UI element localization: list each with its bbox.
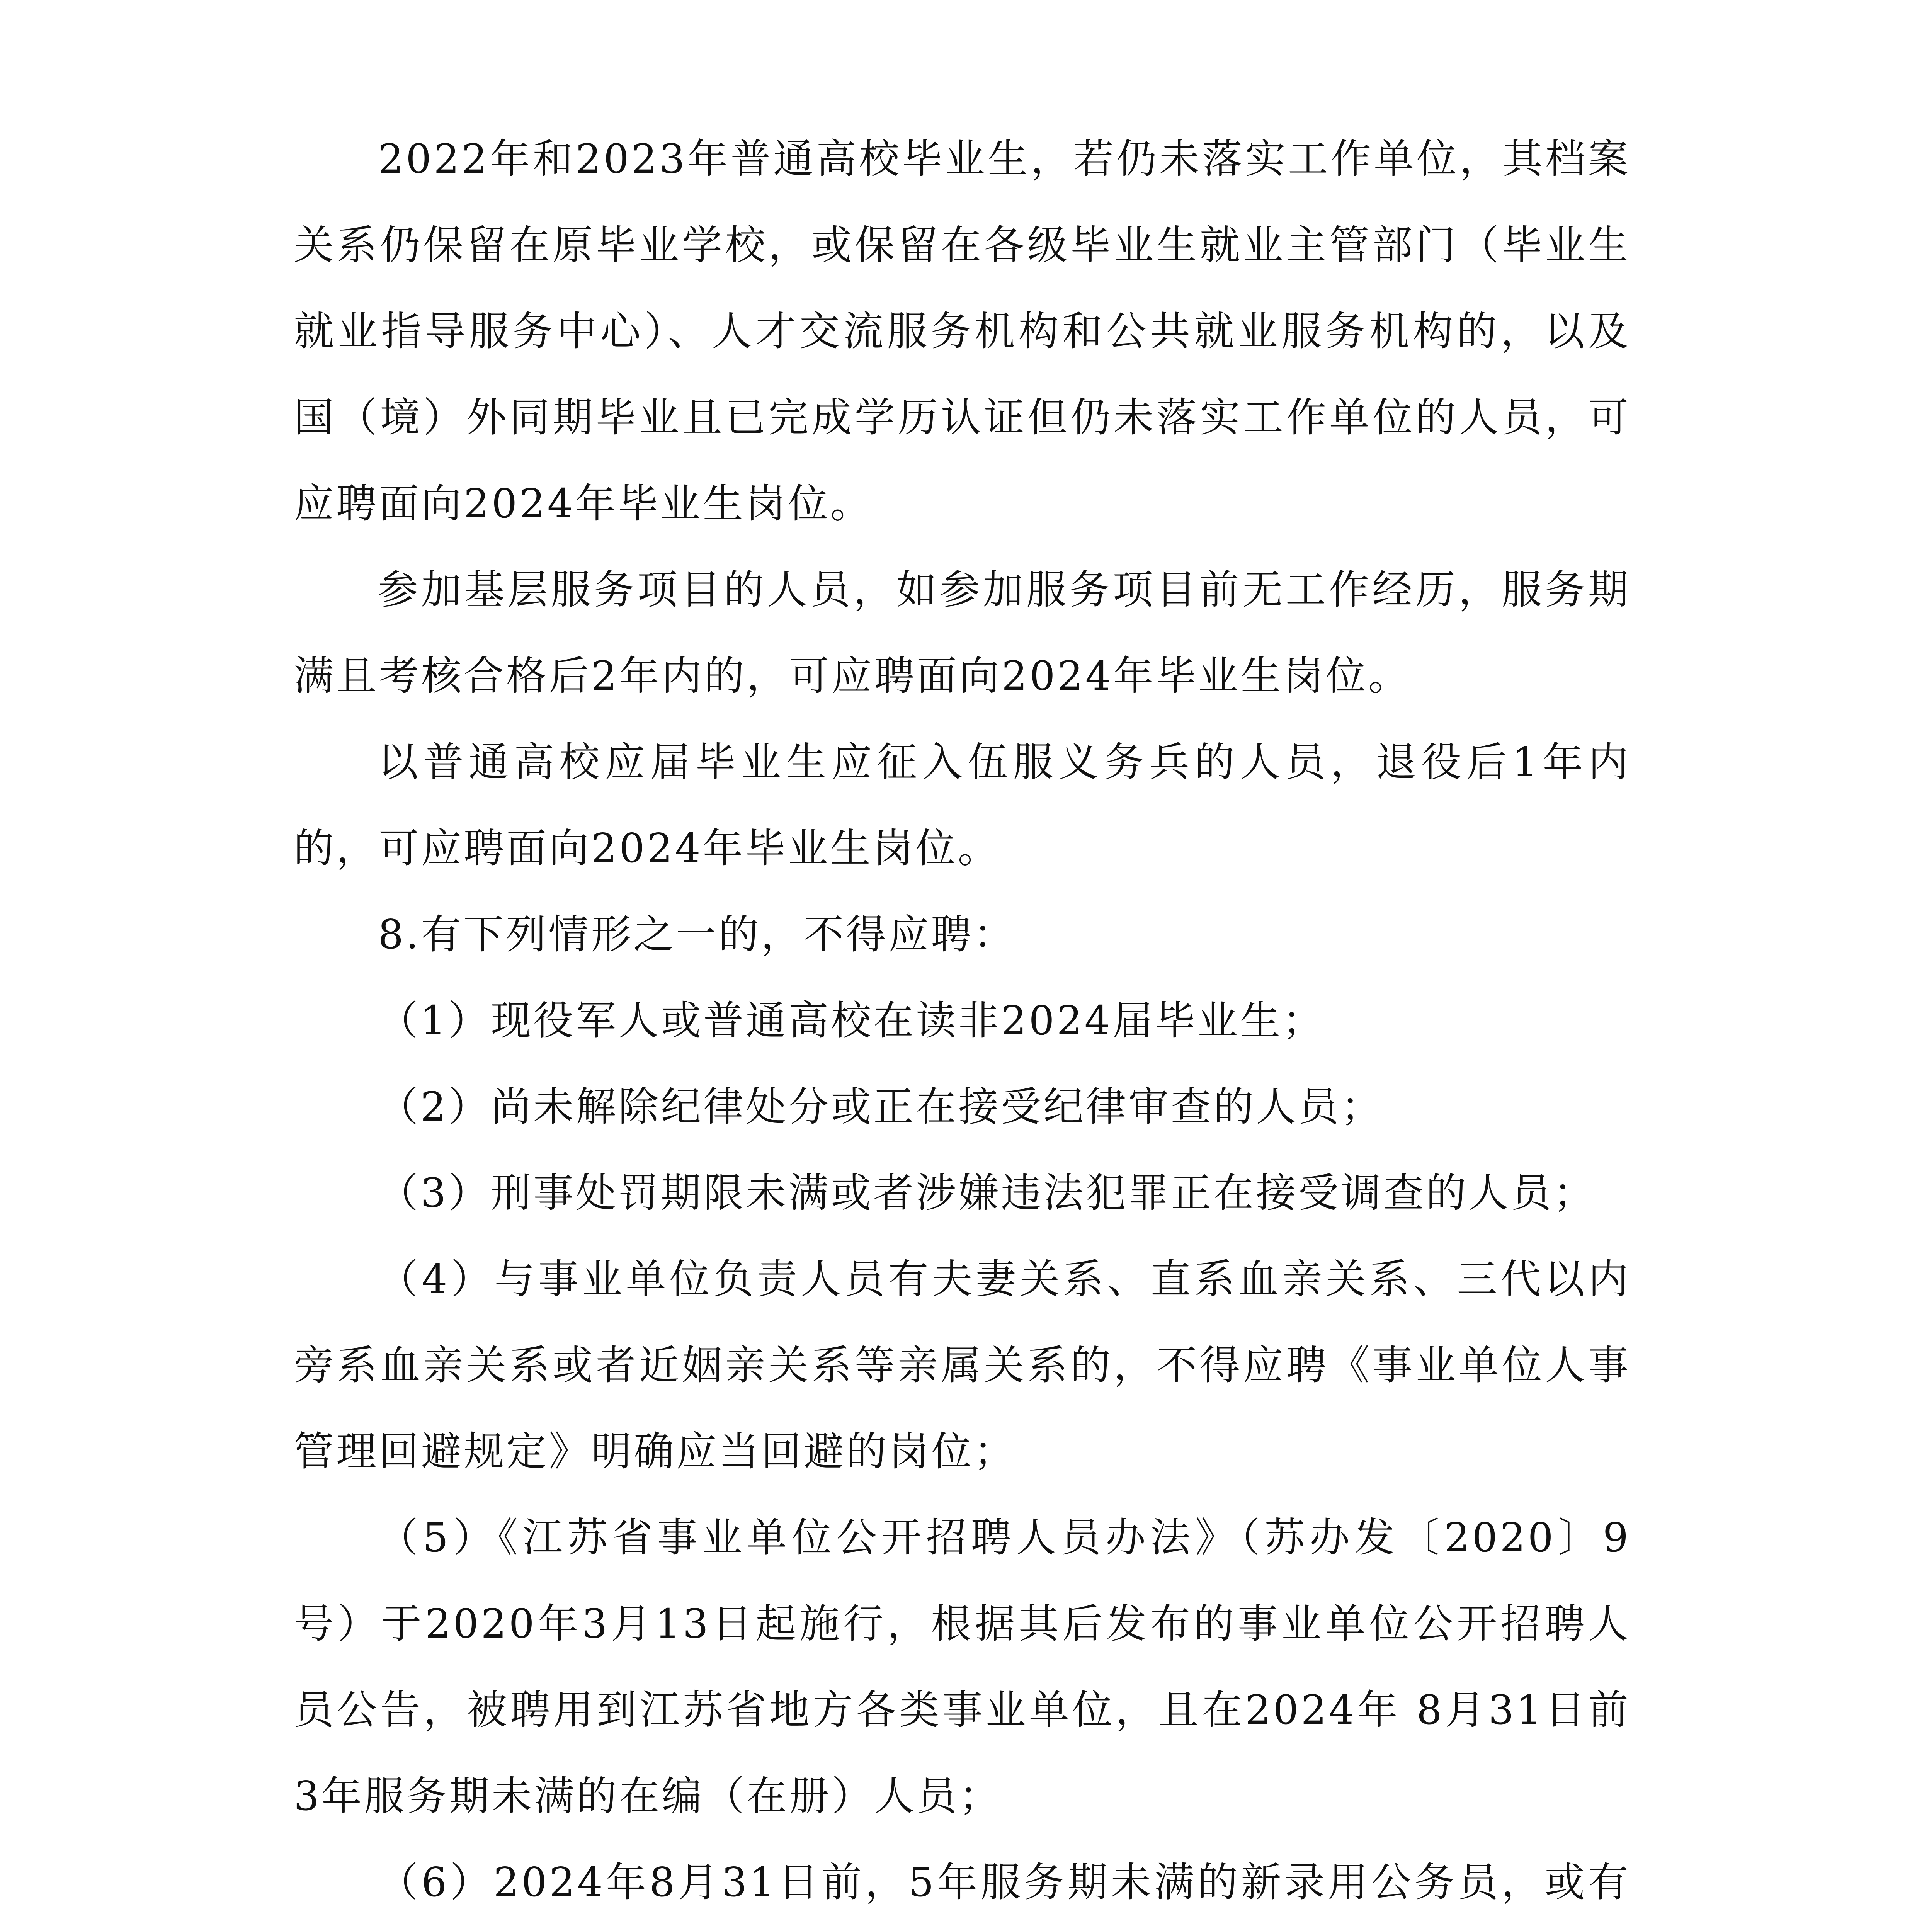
paragraph-grassroots-service: 参加基层服务项目的人员，如参加服务项目前无工作经历，服务期满且考核合格后2年内的，可应聘面向2024年毕业生岗位。 [294,566,1631,699]
list-item-ineligible-4: （4）与事业单位负责人员有夫妻关系、直系血亲关系、三代以内旁系血亲关系或者近姻亲关系等亲属关系的，不得应聘《事业单位人事管理回避规定》明确应当回避的岗位； [294,1255,1631,1475]
list-item-ineligible-3: （3）刑事处罚期限未满或者涉嫌违法犯罪正在接受调查的人员； [378,1169,1596,1216]
paragraph-ineligible-intro: 8.有下列情形之一的，不得应聘： [378,911,1016,958]
list-item-ineligible-5: （5）《江苏省事业单位公开招聘人员办法》（苏办发〔2020〕9号）于2020年3月13日起施行，根据其后发布的事业单位公开招聘人员公告，被聘用到江苏省地方各类事业单位，且在2024年 8月31日前3年服务期未满的在编（在册）人员； [294,1514,1631,1820]
paragraph-military-service: 以普通高校应届毕业生应征入伍服义务兵的人员，退役后1年内的，可应聘面向2024年毕业生岗位。 [294,738,1631,872]
document-page [294,116,1631,1932]
list-item-ineligible-2: （2）尚未解除纪律处分或正在接受纪律审查的人员； [378,1083,1384,1130]
list-item-ineligible-6: （6）2024年8月31日前，5年服务期未满的新录用公务员，或有 [378,1859,1631,1906]
paragraph-graduates-2022-2023: 2022年和2023年普通高校毕业生，若仍未落实工作单位，其档案关系仍保留在原毕业学校，或保留在各级毕业生就业主管部门（毕业生就业指导服务中心）、人才交流服务机构和公共就业服务机构的，以及国（境）外同期毕业且已完成学历认证但仍未落实工作单位的人员，可应聘面向2024年毕业生岗位。 [294,135,1631,527]
list-item-ineligible-1: （1）现役军人或普通高校在读非2024届毕业生； [378,997,1325,1044]
